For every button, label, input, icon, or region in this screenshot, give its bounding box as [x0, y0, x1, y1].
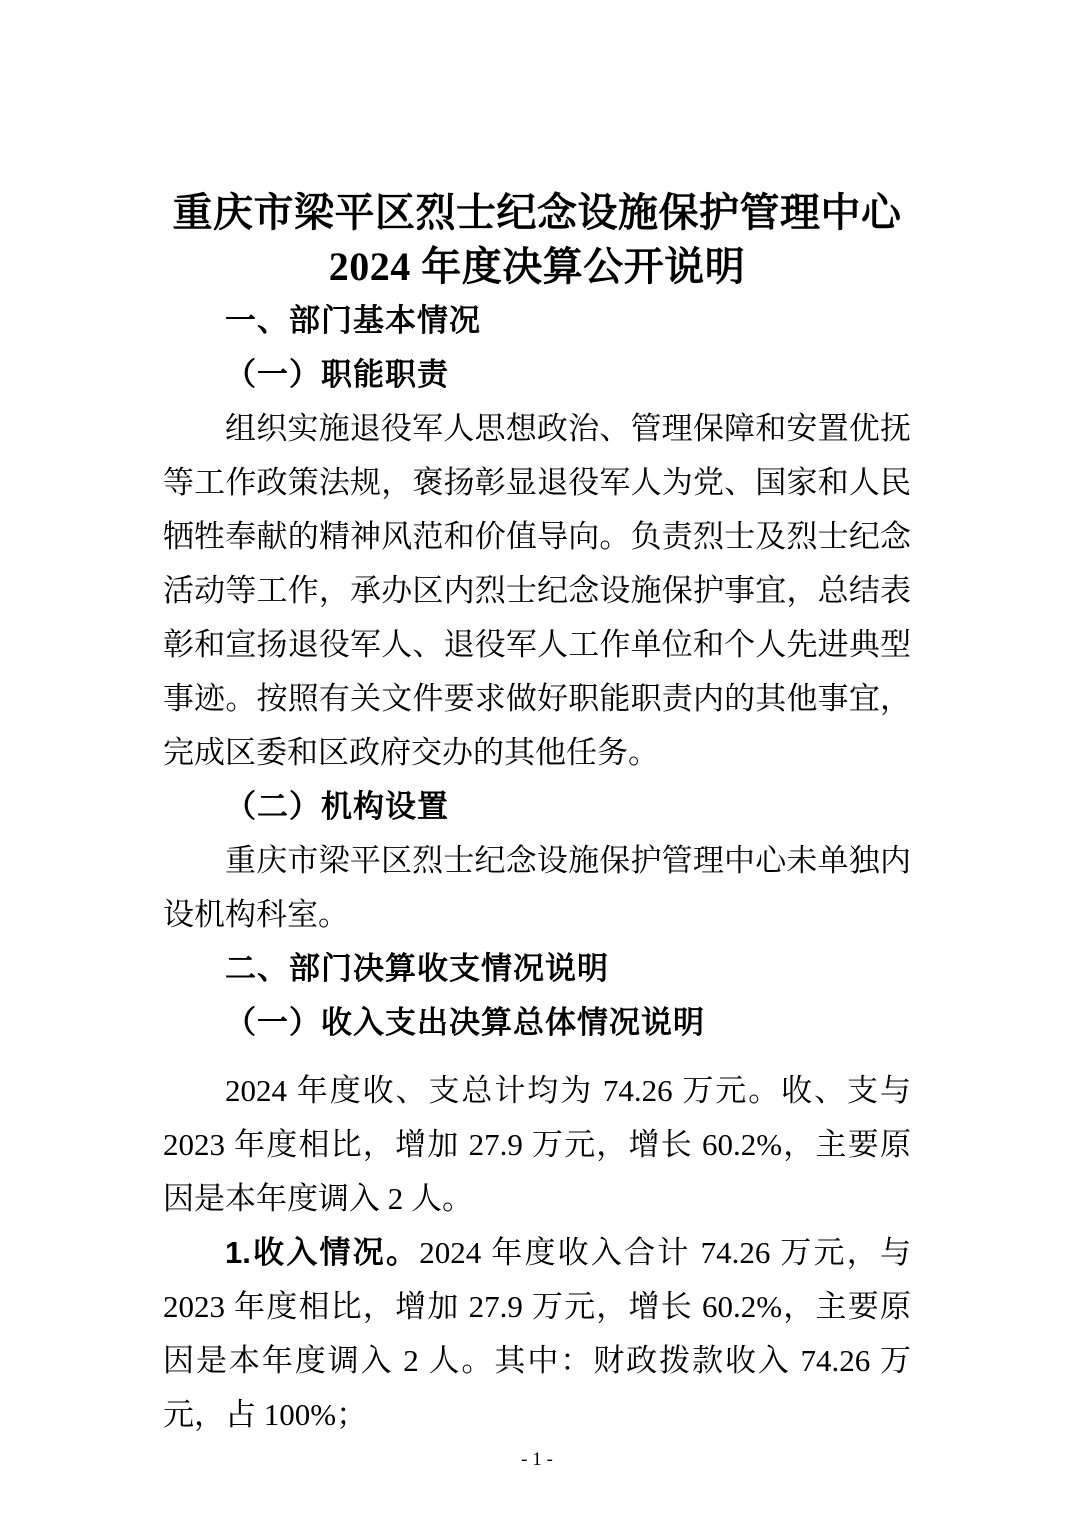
- income-detail-text: 2024 年度收入合计 74.26 万元，与 2023 年度相比，增加 27.9 万元，增长 60.2%，主要原因是本年度调入 2 人。其中：财政拨款收入 74.26 万元，占 100%；: [163, 1235, 911, 1432]
- subsection-heading-duties: （一）职能职责: [225, 357, 449, 392]
- page-number: - 1 -: [521, 1449, 553, 1470]
- title-line-2: 2024 年度决算公开说明: [328, 244, 746, 289]
- section-heading-final-accounts: 二、部门决算收支情况说明: [225, 951, 609, 986]
- paragraph-organization: 重庆市梁平区烈士纪念设施保护管理中心未单独内设机构科室。: [163, 843, 911, 932]
- subsection-heading-organization: （二）机构设置: [225, 789, 449, 824]
- section-heading-basic-info: 一、部门基本情况: [225, 303, 481, 338]
- income-lead-label: 1.收入情况。: [225, 1235, 420, 1270]
- paragraph-total-revenue-expenditure: 2024 年度收、支总计均为 74.26 万元。收、支与 2023 年度相比，增加 27.9 万元，增长 60.2%，主要原因是本年度调入 2 人。: [163, 1073, 911, 1216]
- subsection-heading-overall-statement: （一）收入支出决算总体情况说明: [225, 1005, 705, 1040]
- paragraph-income-situation: [163, 1226, 911, 1442]
- document-title: [163, 186, 911, 294]
- paragraph-duties: 组织实施退役军人思想政治、管理保障和安置优抚等工作政策法规，褒扬彰显退役军人为党、国家和人民牺牲奉献的精神风范和价值导向。负责烈士及烈士纪念活动等工作，承办区内烈士纪念设施保护事宜，总结表彰和宣扬退役军人、退役军人工作单位和个人先进典型事迹。按照有关文件要求做好职能职责内的其他事宜，完成区委和区政府交办的其他任务。: [163, 411, 911, 770]
- title-line-1: 重庆市梁平区烈士纪念设施保护管理中心: [172, 190, 902, 235]
